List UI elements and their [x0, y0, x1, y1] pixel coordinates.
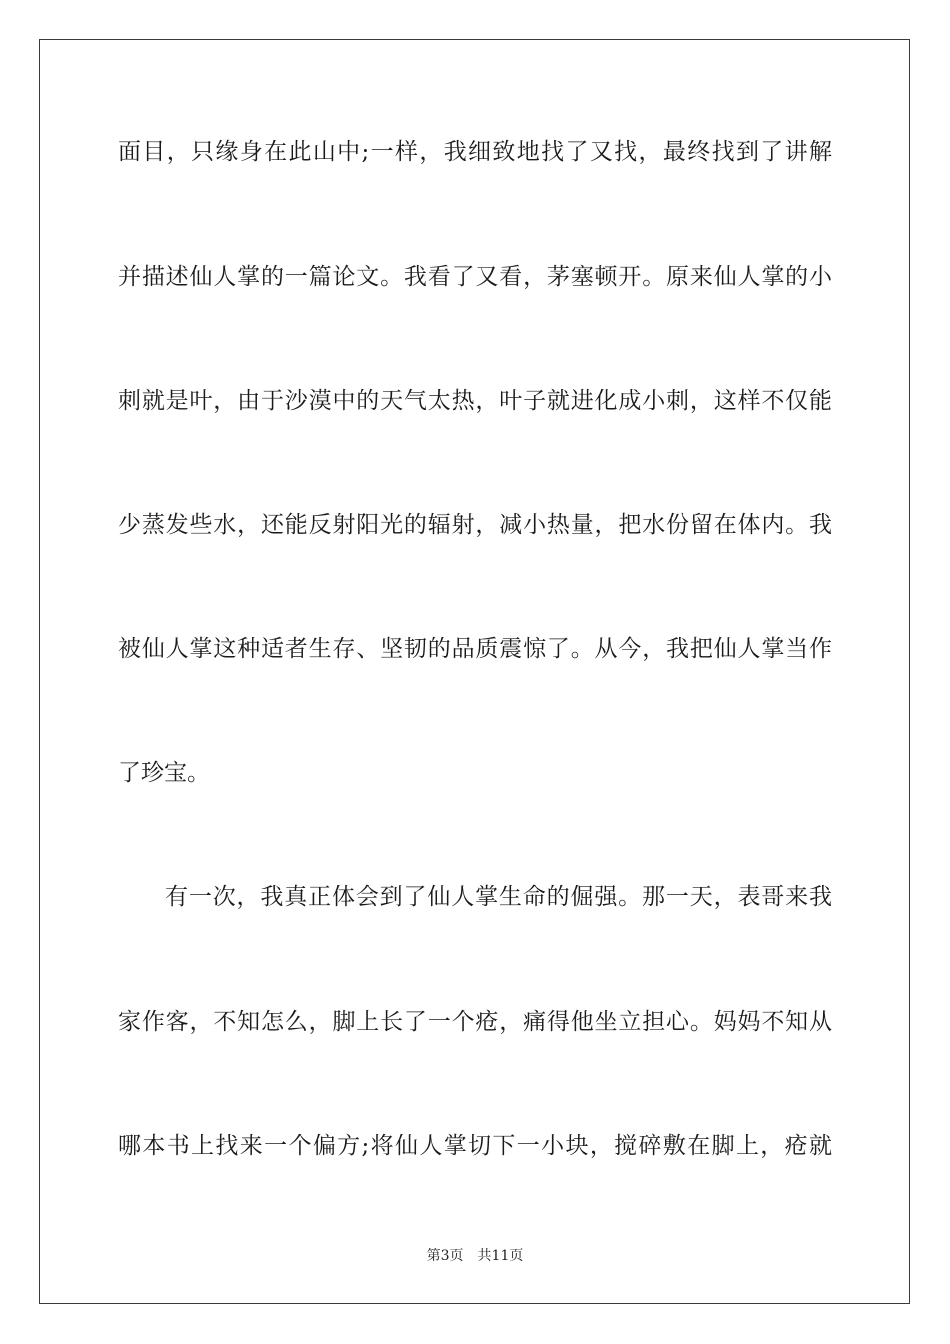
page-footer: [0, 1247, 950, 1265]
text-line-9: 哪本书上找来一个偏方;将仙人掌切下一小块，搅碎敷在脚上，疮就: [118, 1133, 832, 1159]
page-total: 共11页: [477, 1248, 524, 1264]
text-line-4: 少蒸发些水，还能反射阳光的辐射，减小热量，把水份留在体内。我: [118, 512, 832, 538]
page-number: 第3页: [426, 1248, 464, 1264]
text-line-3: 刺就是叶，由于沙漠中的天气太热，叶子就进化成小刺，这样不仅能: [118, 388, 832, 414]
text-line-6: 了珍宝。: [118, 760, 210, 786]
text-line-2: 并描述仙人掌的一篇论文。我看了又看，茅塞顿开。原来仙人掌的小: [118, 264, 832, 290]
text-line-1: 面目，只缘身在此山中;一样，我细致地找了又找，最终找到了讲解: [118, 139, 832, 165]
text-line-8: 家作客，不知怎么，脚上长了一个疮，痛得他坐立担心。妈妈不知从: [118, 1009, 832, 1035]
text-line-7: 有一次，我真正体会到了仙人掌生命的倔强。那一天，表哥来我: [165, 884, 832, 910]
page-border: [39, 39, 910, 1304]
text-line-5: 被仙人掌这种适者生存、坚韧的品质震惊了。从今，我把仙人掌当作: [118, 636, 832, 662]
